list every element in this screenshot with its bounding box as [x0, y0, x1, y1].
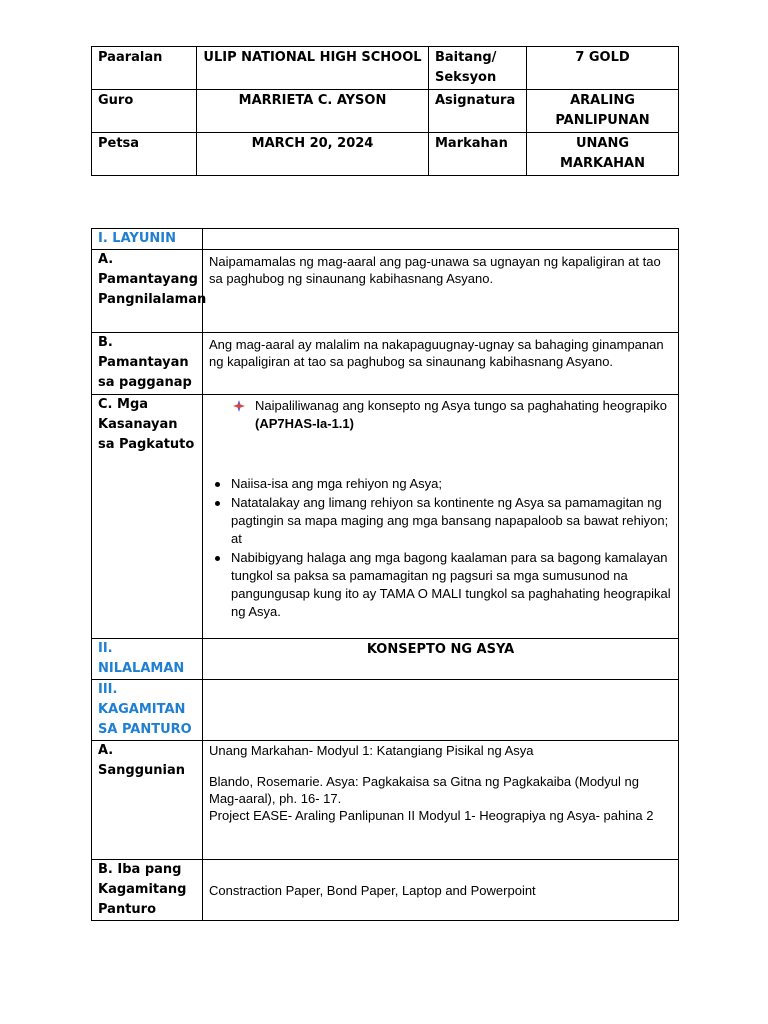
value-quarter: UNANG MARKAHAN [527, 133, 679, 176]
label-iba-pang-kagamitan: B. Iba pang Kagamitang Panturo [92, 860, 203, 921]
kasanayan-content [203, 395, 679, 639]
label-baitang: Baitang/ Seksyon [429, 47, 527, 90]
header-row-petsa [92, 133, 679, 176]
label-kasanayan: C. Mga Kasanayan sa Pagkatuto [92, 395, 203, 639]
text-iba-pang-kagamitan: Constraction Paper, Bond Paper, Laptop and Powerpoint [203, 860, 679, 921]
list-item: Naiisa-isa ang mga rehiyon ng Asya; [231, 475, 672, 493]
arrow-bullet-icon [233, 400, 245, 412]
row-kagamitan [92, 680, 679, 741]
header-row-guro [92, 90, 679, 133]
value-subject: ARALING PANLIPUNAN [527, 90, 679, 133]
list-item: Natatalakay ang limang rehiyon sa kontinente ng Asya sa pamamagitan ng pagtingin sa mapa maging ang mga bansang napapaloob sa bawat rehiyon; at [231, 494, 672, 548]
section-nilalaman: II. NILALAMAN [92, 639, 203, 680]
label-sanggunian: A. Sanggunian [92, 741, 203, 860]
label-guro: Guro [92, 90, 197, 133]
kasanayan-main-text: Naipaliliwanag ang konsepto ng Asya tungo sa paghahating heograpiko [255, 398, 667, 413]
row-kasanayan [92, 395, 679, 639]
header-table [91, 46, 679, 176]
kasanayan-code: (AP7HAS-Ia-1.1) [255, 416, 354, 431]
row-pamantayang [92, 250, 679, 333]
text-pamantayang: Naipamamalas ng mag-aaral ang pag-unawa sa ugnayan ng kapaligiran at tao sa paghubog ng sinaunang kabihasnang Asyano. [203, 250, 679, 333]
sanggunian-line-2: Blando, Rosemarie. Asya: Pagkakaisa sa Gitna ng Pagkakaiba (Modyul ng Mag-aaral), ph. 16- 17. [209, 774, 639, 806]
value-school: ULIP NATIONAL HIGH SCHOOL [197, 47, 429, 90]
section-kagamitan: III. KAGAMITAN SA PANTURO [92, 680, 203, 741]
value-teacher: MARRIETA C. AYSON [197, 90, 429, 133]
value-date: MARCH 20, 2024 [197, 133, 429, 176]
label-asignatura: Asignatura [429, 90, 527, 133]
label-petsa: Petsa [92, 133, 197, 176]
header-row-paaralan [92, 47, 679, 90]
label-markahan: Markahan [429, 133, 527, 176]
sanggunian-line-3: Project EASE- Araling Panlipunan II Modyul 1- Heograpiya ng Asya- pahina 2 [209, 808, 654, 823]
text-pagganap: Ang mag-aaral ay malalim na nakapaguugnay-ugnay sa bahaging ginampanan ng kapaligiran at tao sa paghubog sa sinaunang kabihasnang Asyano. [203, 333, 679, 395]
empty-cell [203, 680, 679, 741]
label-pagganap: B. Pamantayan sa pagganap [92, 333, 203, 395]
label-paaralan: Paaralan [92, 47, 197, 90]
lesson-plan-table [91, 228, 679, 921]
sanggunian-line-1: Unang Markahan- Modyul 1: Katangiang Pisikal ng Asya [209, 743, 534, 758]
section-layunin: I. LAYUNIN [92, 229, 203, 250]
list-item: Nabibigyang halaga ang mga bagong kaalaman para sa bagong kamalayan tungkol sa paksa sa pamamagitan ng pagsuri sa mga sumusunod na pangungusap kung ito ay TAMA O MALI tungkol sa paghahating heograpikal ng Asya. [231, 550, 671, 619]
value-section: 7 GOLD [527, 47, 679, 90]
empty-cell [203, 229, 679, 250]
sanggunian-content [203, 741, 679, 860]
row-nilalaman [92, 639, 679, 680]
kasanayan-bullet-list [209, 475, 672, 621]
kasanayan-main-line [209, 397, 672, 433]
label-pamantayang: A. Pamantayang Pangnilalaman [92, 250, 203, 333]
row-sanggunian [92, 741, 679, 860]
row-pagganap [92, 333, 679, 395]
row-iba-pang-kagamitan [92, 860, 679, 921]
text-nilalaman: KONSEPTO NG ASYA [203, 639, 679, 680]
row-layunin [92, 229, 679, 250]
